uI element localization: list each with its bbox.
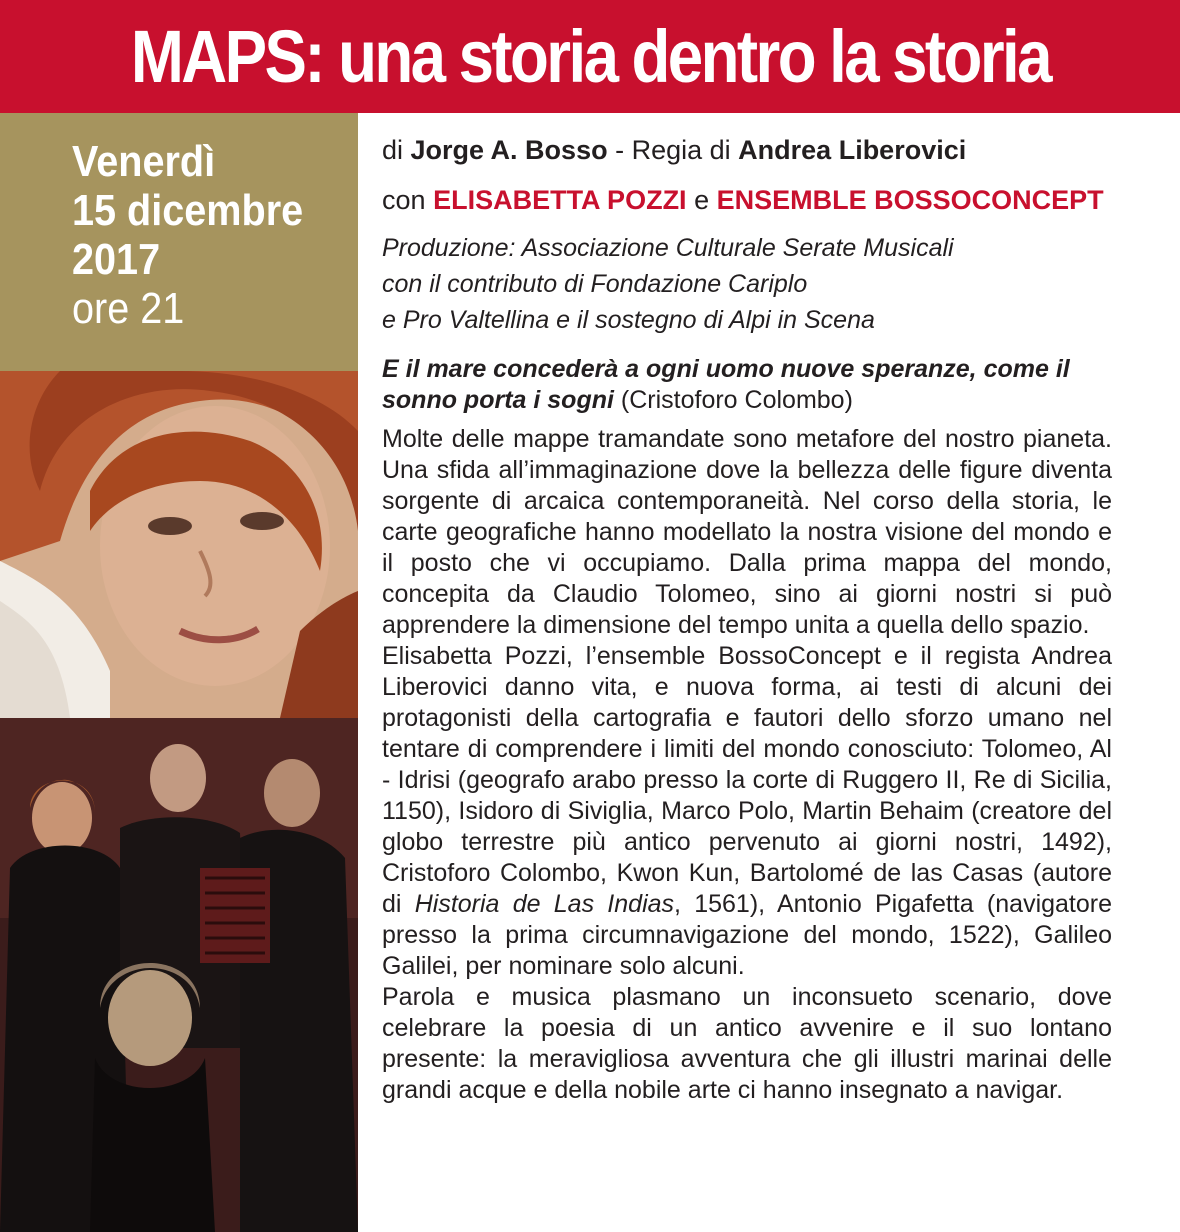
director-name: Andrea Liberovici	[738, 135, 967, 165]
date-date: 15 dicembre	[72, 186, 304, 235]
book-title: Historia de Las Indias	[414, 890, 675, 918]
credits-con: con	[382, 185, 426, 215]
portrait-photo	[0, 371, 358, 718]
credits-e: e	[694, 185, 710, 215]
ensemble-name: ENSEMBLE BOSSOCONCEPT	[716, 185, 1104, 215]
date-year: 2017	[72, 235, 161, 284]
paragraph-2-part-b: , 1561), Antonio Pigafetta (navigatore presso la prima circumnavigazione del mondo, 1522), Galileo Galilei, per nominare solo alcuni.	[382, 890, 1113, 980]
sidebar	[0, 113, 358, 1232]
portrait-image	[0, 371, 358, 718]
credits-di: di	[382, 135, 404, 165]
production-line-1: Produzione: Associazione Culturale Serate Musicali	[382, 234, 954, 262]
author-name: Jorge A. Bosso	[410, 135, 608, 165]
paragraph-2	[382, 641, 1112, 982]
production-line-2: con il contributo di Fondazione Cariplo	[382, 270, 808, 298]
production-line-3: e Pro Valtellina e il sostegno di Alpi in Scena	[382, 306, 875, 334]
body-text	[382, 424, 1112, 1106]
ensemble-image	[0, 718, 358, 1232]
page-title: MAPS: una storia dentro la storia	[130, 15, 1050, 98]
paragraph-2-part-a: Elisabetta Pozzi, l’ensemble BossoConcept e il regista Andrea Liberovici danno vita, e nuova forma, ai testi di alcuni dei protagonisti della cartografia e fautori dello sforzo umano nel tentare di comprendere i limiti del mondo conosciuto: Tolomeo, Al - Idrisi (geografo arabo presso la corte di Ruggero II, Re di Sicilia, 1150), Isidoro di Siviglia, Marco Polo, Martin Behaim (creatore del globo terrestre più antico pervenuto ai giorni nostri, 1492), Cristoforo Colombo, Kwon Kun, Bartolomé de las Casas (autore di	[382, 642, 1112, 918]
date-day: Venerdì	[72, 137, 216, 186]
paragraph-1: Molte delle mappe tramandate sono metafore del nostro pianeta. Una sfida all’immaginazione dove la bellezza delle figure diventa sorgente di arcaica contemporaneità. Nel corso della storia, le carte geografiche hanno modellato la nostra visione del mondo e il posto che vi occupiamo. Dalla prima mappa del mondo, concepita da Claudio Tolomeo, sino ai giorni nostri si può apprendere la dimensione del tempo unita a quella dello spazio.	[382, 425, 1112, 639]
credits	[382, 130, 1112, 220]
quote-attribution: (Cristoforo Colombo)	[620, 386, 853, 414]
paragraph-3: Parola e musica plasmano un inconsueto scenario, dove celebrare la poesia di un antico avvenire e il suo lontano presente: la meravigliosa avventura che gli illustri marinai delle grandi acque e della nobile arte ci hanno insegnato a navigar.	[382, 983, 1112, 1104]
ensemble-photo	[0, 718, 358, 1232]
event-date	[72, 137, 303, 333]
author-line	[382, 130, 1112, 170]
date-time: ore 21	[72, 284, 185, 333]
title-banner	[0, 0, 1180, 113]
production-info	[382, 230, 1112, 338]
event-description	[382, 130, 1112, 1106]
quote	[382, 354, 1112, 416]
cast-line	[382, 180, 1112, 220]
credits-regia: - Regia di	[615, 135, 731, 165]
quote-text: E il mare concederà a ogni uomo nuove speranze, come il sonno porta i sogni	[382, 355, 1070, 414]
performer-name: ELISABETTA POZZI	[433, 185, 687, 215]
